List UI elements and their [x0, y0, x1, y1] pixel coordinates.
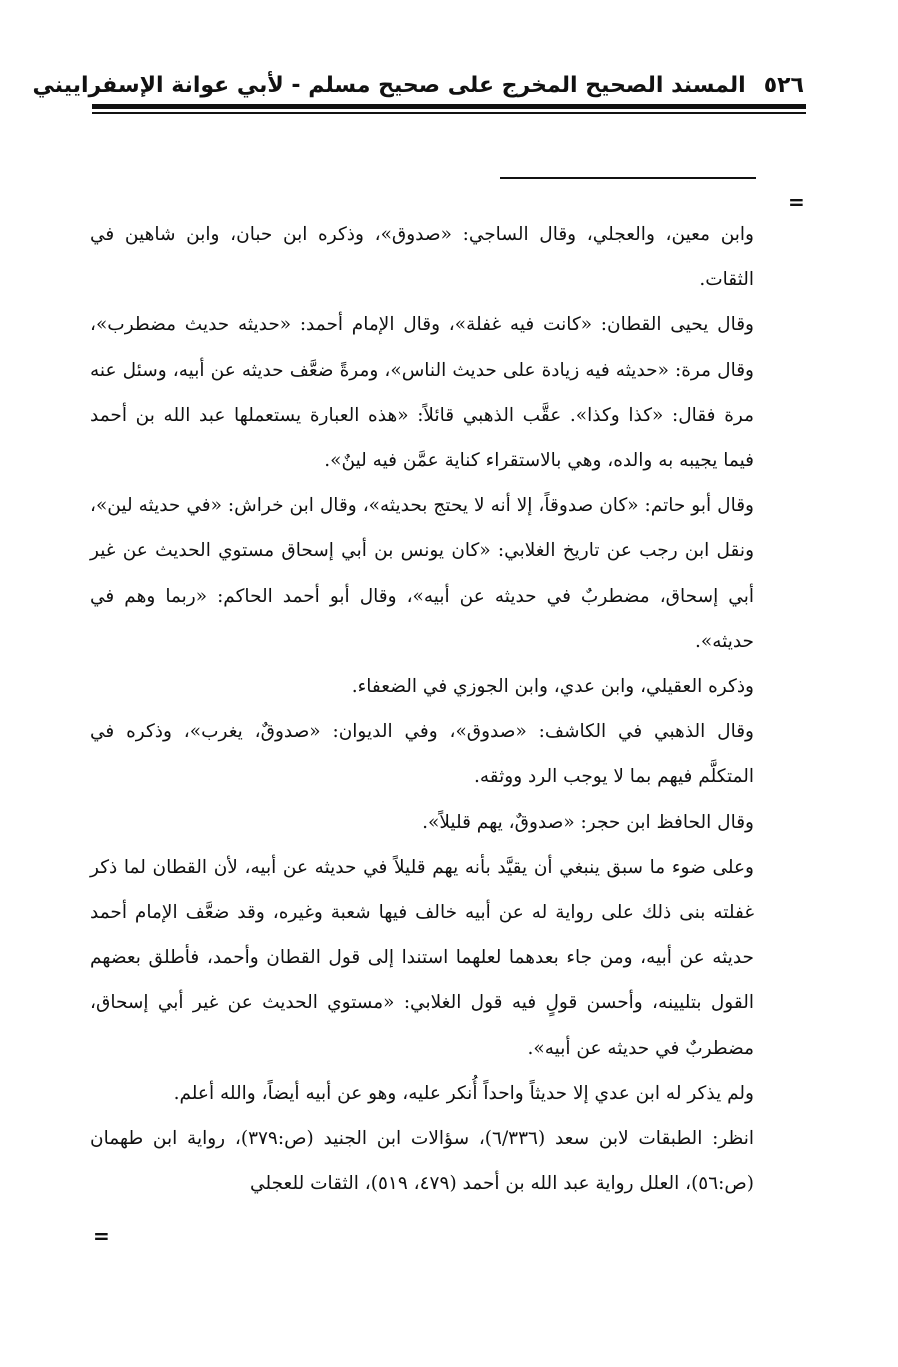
paragraph: وابن معين، والعجلي، وقال الساجي: «صدوق»، وذكره ابن حبان، وابن شاهين في الثقات. — [90, 224, 754, 291]
paragraph: وعلى ضوء ما سبق ينبغي أن يقيَّد بأنه يهم قليلاً في حديثه عن أبيه، لأن القطان لما ذكر غفلته بنى ذلك على رواية له عن أبيه خالف فيها شعبة وغيره، وقد ضعَّف الإمام أحمد حديثه عن أبيه، ومن جاء بعدهما لعلهما استندا إلى قول القطان وأحمد، فأطلق بعضهم القول بتليينه، وأحسن قولٍ فيه قول الغلابي: «مستوي الحديث عن غير أبي إسحاق، مضطربٌ في حديثه عن أبيه». — [90, 856, 754, 1059]
paragraph: وذكره العقيلي، وابن عدي، وابن الجوزي في الضعفاء. — [351, 676, 754, 698]
footnote-continuation-mark-bottom: = — [93, 1224, 110, 1248]
header-rule-thin — [92, 112, 806, 114]
book-title: المسند الصحيح المخرج على صحيح مسلم - لأبي عوانة الإسفراييني — [32, 72, 746, 98]
page-number: ٥٢٦ — [763, 72, 804, 98]
paragraph: وقال الحافظ ابن حجر: «صدوقٌ، يهم قليلاً». — [422, 811, 754, 833]
footnote-separator — [500, 177, 756, 179]
footnote-text — [90, 212, 754, 1206]
paragraph: انظر: الطبقات لابن سعد (٦/٣٣٦)، سؤالات ابن الجنيد (ص:٣٧٩)، رواية ابن طهمان (ص:٥٦)، العلل رواية عبد الله بن أحمد (٤٧٩، ٥١٩)، الثقات للعجلي — [90, 1128, 754, 1195]
paragraph: وقال يحيى القطان: «كانت فيه غفلة»، وقال الإمام أحمد: «حديثه حديث مضطرب»، وقال مرة: «حديثه فيه زيادة على حديث الناس»، ومرةً ضعَّف حديثه عن أبيه، وسئل عنه مرة فقال: «كذا وكذا». عقَّب الذهبي قائلاً: «هذه العبارة يستعملها عبد الله بن أحمد فيما يجيبه به والده، وهي بالاستقراء كناية عمَّن فيه لينٌ». — [90, 314, 754, 472]
running-header — [32, 68, 804, 102]
paragraph: وقال الذهبي في الكاشف: «صدوق»، وفي الديوان: «صدوقٌ، يغرب»، وذكره في المتكلَّم فيهم بما لا يوجب الرد ووثقه. — [90, 721, 754, 788]
paragraph: وقال أبو حاتم: «كان صدوقاً، إلا أنه لا يحتج بحديثه»، وقال ابن خراش: «في حديثه لين»، ونقل ابن رجب عن تاريخ الغلابي: «كان يونس بن أبي إسحاق مستوي الحديث عن غير أبي إسحاق، مضطربٌ في حديثه عن أبيه»، وقال أبو أحمد الحاكم: «ربما وهم في حديثه». — [90, 495, 754, 652]
paragraph: ولم يذكر له ابن عدي إلا حديثاً واحداً أُنكر عليه، وهو عن أبيه أيضاً، والله أعلم. — [173, 1082, 754, 1104]
footnote-continuation-mark-top: = — [788, 190, 805, 214]
header-rule-thick — [92, 104, 806, 109]
